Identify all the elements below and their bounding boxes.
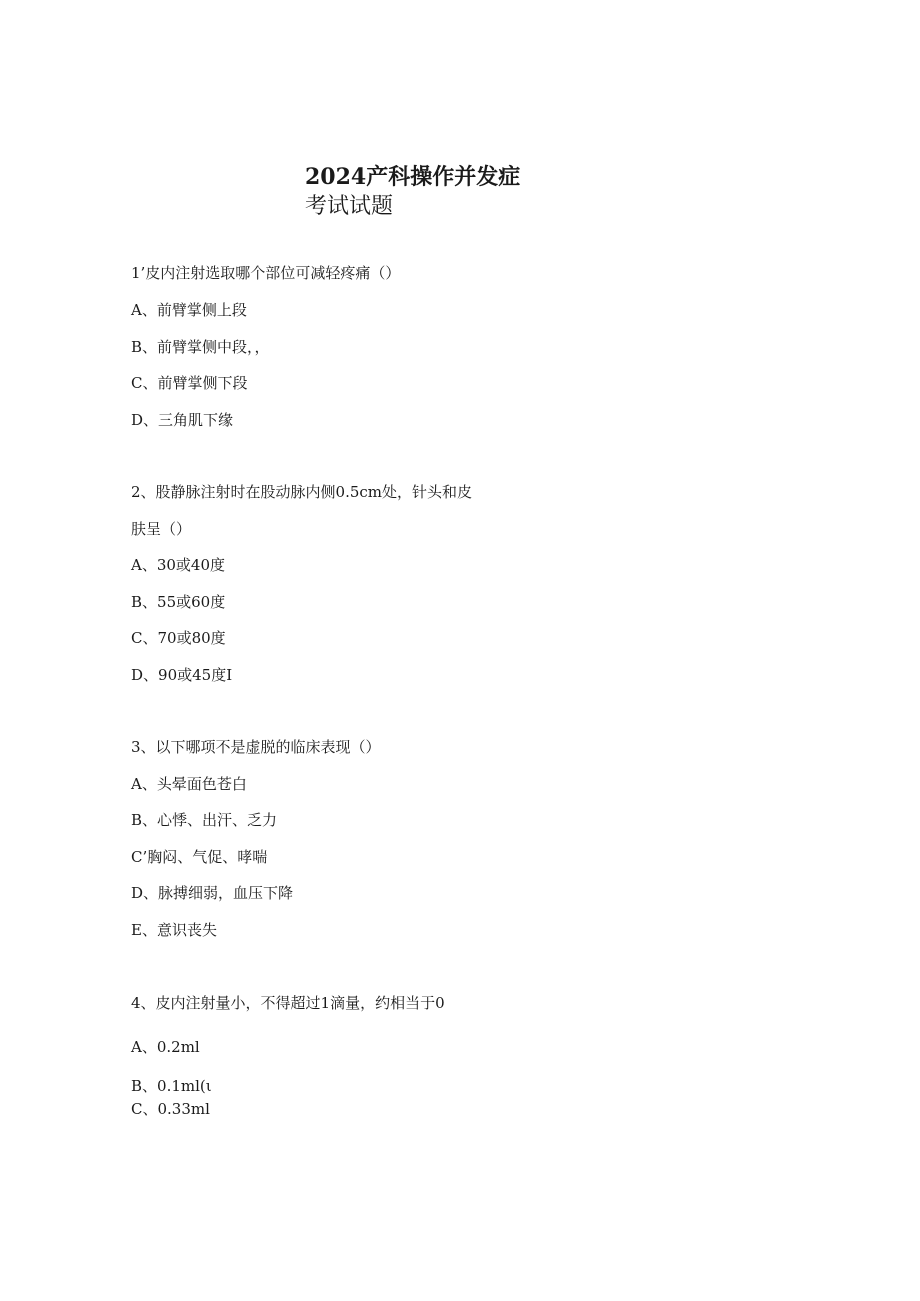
question-1-option-d: D、三角肌下缘 — [131, 411, 234, 429]
question-1-stem: 1’皮内注射选取哪个部位可减轻疼痛（） — [131, 264, 401, 282]
question-3-option-a: A、头晕面色苍白 — [131, 775, 247, 793]
question-1-option-b: B、前臂掌侧中段，， — [131, 338, 270, 356]
question-1-option-c: C、前臂掌侧下段 — [131, 374, 248, 392]
question-2-option-b: B、55或60度 — [131, 593, 226, 611]
question-4-option-b: B、0.1ml(ι — [131, 1077, 212, 1095]
question-3-option-d: D、脉搏细弱，血压下降 — [131, 884, 294, 902]
question-2-stem: 2、股静脉注射时在股动脉内侧0.5cm处，针头和皮 — [131, 483, 473, 501]
document-title: 2024产科操作并发症 — [305, 164, 521, 190]
question-3-option-c: C’胸闷、气促、哮喘 — [131, 848, 268, 866]
question-1-option-a: A、前臂掌侧上段 — [131, 301, 247, 319]
question-2-stem-continued: 肤呈（） — [131, 520, 192, 538]
document-subtitle: 考试试题 — [305, 194, 394, 219]
question-3-stem: 3、以下哪项不是虚脱的临床表现（） — [131, 738, 381, 756]
question-3-option-e: E、意识丧失 — [131, 921, 217, 939]
question-4-stem: 4、皮内注射量小，不得超过1滴量，约相当于0 — [131, 994, 445, 1012]
question-2-option-a: A、30或40度 — [131, 556, 226, 574]
question-2-option-d: D、90或45度I — [131, 666, 233, 684]
question-4-option-a: A、0.2ml — [131, 1038, 200, 1056]
question-3-option-b: B、心悸、出汗、乏力 — [131, 811, 278, 829]
question-4-option-c: C、0.33ml — [131, 1100, 210, 1118]
question-2-option-c: C、70或80度 — [131, 629, 226, 647]
